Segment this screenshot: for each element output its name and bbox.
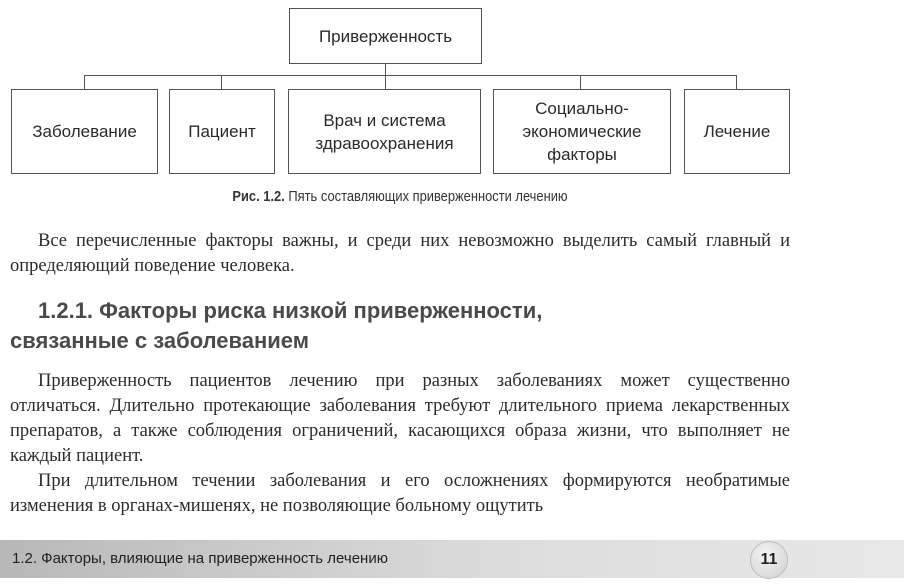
root-box — [289, 8, 482, 64]
section-heading-line-2: связанные с заболеванием — [10, 328, 310, 353]
connector-child-4 — [580, 75, 581, 89]
figure-caption-text: Пять составляющих приверженности лечению — [288, 188, 568, 205]
connector-child-1 — [84, 75, 85, 89]
child-box-doctor — [288, 89, 481, 174]
connector-child-3 — [385, 75, 386, 89]
child-label-patient: Пациент — [188, 122, 256, 141]
figure-caption-label: Рис. 1.2. — [232, 188, 285, 205]
child-box-disease — [11, 89, 158, 174]
connector-horizontal — [84, 75, 737, 76]
paragraph-2: Приверженность пациентов лечению при разных заболеваниях может существенно отличаться. Длительно протекающие заболевания требуют длительного приема лекарственных препаратов, а также соблюдения ограничений, касающихся образа жизни, что выполняет не каждый пациент. — [10, 371, 790, 466]
child-label-treatment: Лечение — [703, 122, 771, 141]
figure-caption — [56, 188, 744, 205]
child-label-doctor: Врач и система здравоохранения — [315, 110, 454, 153]
paragraph-3: При длительном течении заболевания и его осложнениях формируются необратимые изменения в органах-мишенях, не позволяющие больному ощутить — [10, 471, 790, 516]
child-label-disease: Заболевание — [32, 122, 137, 141]
footer-section-title: 1.2. Факторы, влияющие на приверженность лечению — [12, 550, 388, 567]
connector-child-5 — [736, 75, 737, 89]
child-box-treatment — [684, 89, 790, 174]
paragraph-1: Все перечисленные факторы важны, и среди них невозможно выделить самый главный и определяющий поведение человека. — [10, 231, 790, 276]
root-label: Приверженность — [318, 26, 453, 46]
section-heading — [10, 296, 790, 356]
child-box-patient — [169, 89, 275, 174]
page-number-badge — [750, 541, 788, 579]
connector-child-2 — [221, 75, 222, 89]
child-box-socioeconomic — [493, 89, 671, 174]
page-number: 11 — [760, 551, 778, 568]
section-heading-line-1: 1.2.1. Факторы риска низкой приверженности, — [38, 298, 543, 323]
child-label-socioeconomic: Социально- экономические факторы — [522, 99, 642, 164]
